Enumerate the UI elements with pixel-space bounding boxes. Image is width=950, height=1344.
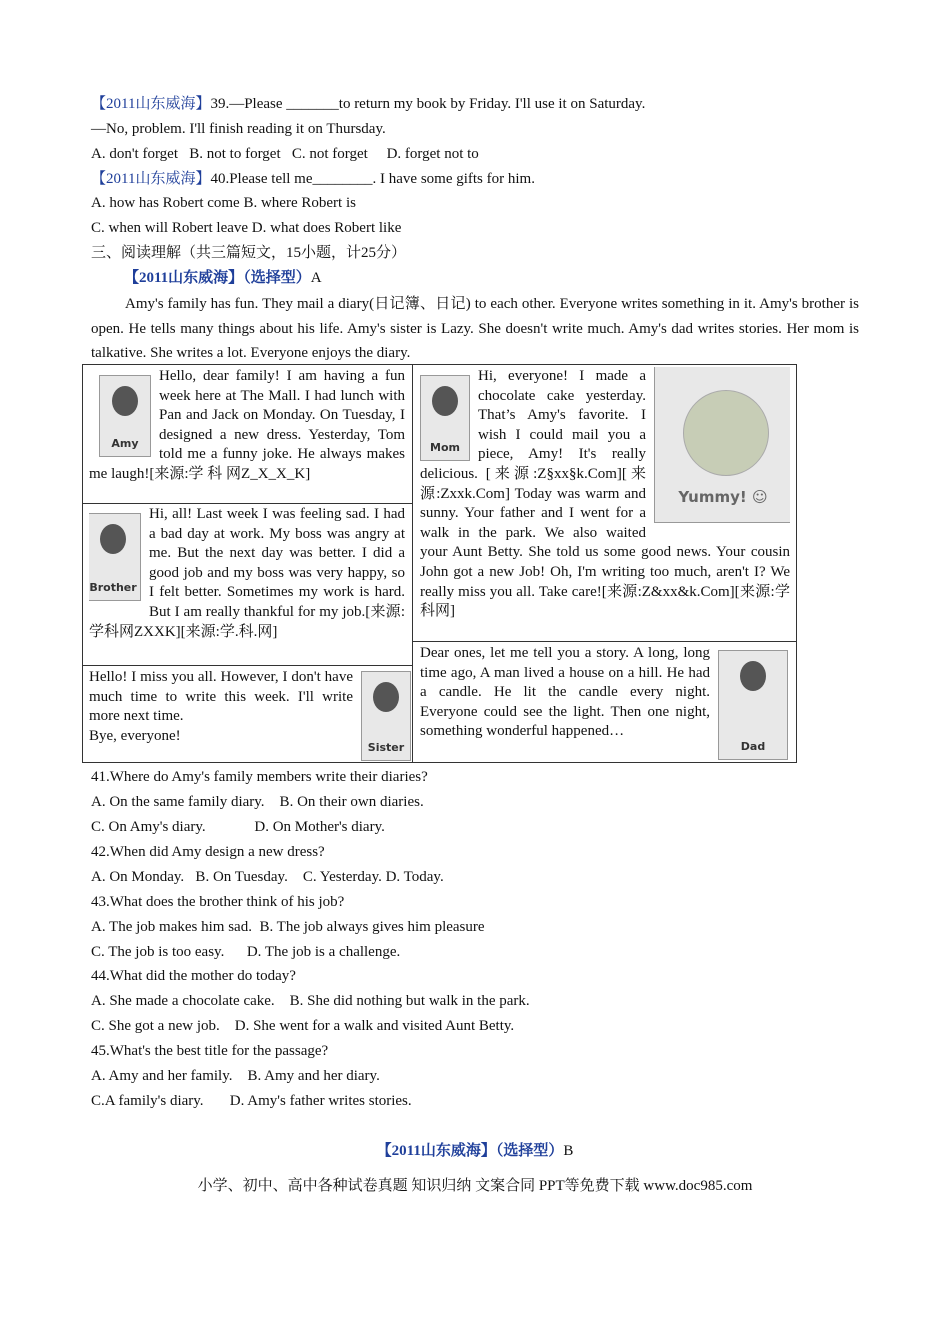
source-tag: 【2011山东威海】: [91, 171, 211, 187]
q42-stem: 42.When did Amy design a new dress?: [91, 844, 325, 860]
q39-stem: 【2011山东威海】39.—Please _______to return my book by Friday. I'll use it on Saturday.: [91, 96, 646, 112]
diary-grid: [82, 364, 797, 763]
passage-intro: Amy's family has fun. They mail a diary(日记簿、日记) to each other. Everyone writes something in it. Amy's brother is open. He tells many things about his life. Amy's sister is Lazy. She doesn't write much. Amy's dad writes stories. Her mom is talkative. She writes a lot. Everyone enjoys the diary.: [91, 296, 859, 361]
q39-reply: —No, problem. I'll finish reading it on Thursday.: [91, 121, 386, 137]
brother-avatar: Brother: [89, 513, 141, 601]
q41-stem: 41.Where do Amy's family members write their diaries?: [91, 769, 428, 785]
amy-avatar: Amy: [99, 375, 151, 457]
q41-options-2: C. On Amy's diary. D. On Mother's diary.: [91, 819, 385, 835]
q44-stem: 44.What did the mother do today?: [91, 968, 296, 984]
q39-options: A. don't forget B. not to forget C. not forget D. forget not to: [91, 146, 479, 162]
q44-options-2: C. She got a new job. D. She went for a walk and visited Aunt Betty.: [91, 1018, 515, 1034]
q45-options-1: A. Amy and her family. B. Amy and her diary.: [91, 1068, 380, 1084]
q45-options-2: C.A family's diary. D. Amy's father writes stories.: [91, 1093, 412, 1109]
q45-stem: 45.What's the best title for the passage?: [91, 1043, 329, 1059]
sister-avatar: Sister: [361, 671, 411, 761]
section-title: 三、阅读理解（共三篇短文，15小题，计25分）: [91, 245, 407, 261]
page-footer: 小学、初中、高中各种试卷真题 知识归纳 文案合同 PPT等免费下载 www.doc985.com: [197, 1178, 753, 1194]
q40-options-2: C. when will Robert leave D. what does Robert like: [91, 220, 402, 236]
q42-options: A. On Monday. B. On Tuesday. C. Yesterday. D. Today.: [91, 869, 444, 885]
dad-avatar: Dad: [718, 650, 788, 760]
q43-options-2: C. The job is too easy. D. The job is a challenge.: [91, 944, 401, 960]
q40-options-1: A. how has Robert come B. where Robert is: [91, 195, 356, 211]
amy-note: Amy Hello, dear family! I am having a fun week here at The Mall. I had lunch with Pan and Jack on Monday. On Tuesday, I designed a new dress. Yesterday, Tom told me a funny joke. He always makes me laugh![来源:学 科 网Z_X_X_K]: [89, 368, 405, 482]
q43-stem: 43.What does the brother think of his job?: [91, 894, 345, 910]
q43-options-1: A. The job makes him sad. B. The job always gives him pleasure: [91, 919, 485, 935]
q44-options-1: A. She made a chocolate cake. B. She did nothing but walk in the park.: [91, 993, 530, 1009]
passage-a-heading: 【2011山东威海】（选择型）A: [124, 270, 322, 286]
brother-note: Brother Hi, all! Last week I was feeling sad. I had a bad day at work. My boss was angry at me. But the next day was better. I did a good job and my boss was very happy, so I felt better. Sometimes my work is hard. But I am really thankful for my job.[来源:学科网ZXXK][来源:学.科.网]: [89, 505, 405, 663]
q41-options-1: A. On the same family diary. B. On their own diaries.: [91, 794, 424, 810]
cake-photo: Yummy! ☺: [654, 367, 790, 523]
q40-stem: 【2011山东威海】40.Please tell me________. I have some gifts for him.: [91, 171, 535, 187]
mom-note: Yummy! ☺ Mom Hi, everyone! I made a chocolate cake yesterday. That’s Amy's favorite. I wish I could mail you a piece, Amy! It's really delicious. [来源:Z§xx§k.Com][来源:Zxxk.Com] Today was warm and sunny. Your father and I went for a walk in the park. We also waited your Aunt Betty. She told us some good news. Your cousin John got a new Job! Oh, I'm writing too much, aren't I? We really miss you all. Take care![来源:Z&xx&k.Com][来源:学科网]: [420, 367, 790, 639]
sister-note: Sister Hello! I miss you all. However, I don't have much time to write this week. I'll write more next time. Bye, everyone!: [89, 668, 411, 762]
mom-avatar: Mom: [420, 375, 470, 461]
dad-note: Dad Dear ones, let me tell you a story. A long, long time ago, A man lived a house on a hill. He had a candle. He lit the candle every night. Everyone could see the light. Then one night, something wonderful happened…: [420, 644, 790, 762]
source-tag: 【2011山东威海】: [91, 96, 211, 112]
passage-b-heading: 【2011山东威海】（选择型）B: [376, 1143, 574, 1159]
